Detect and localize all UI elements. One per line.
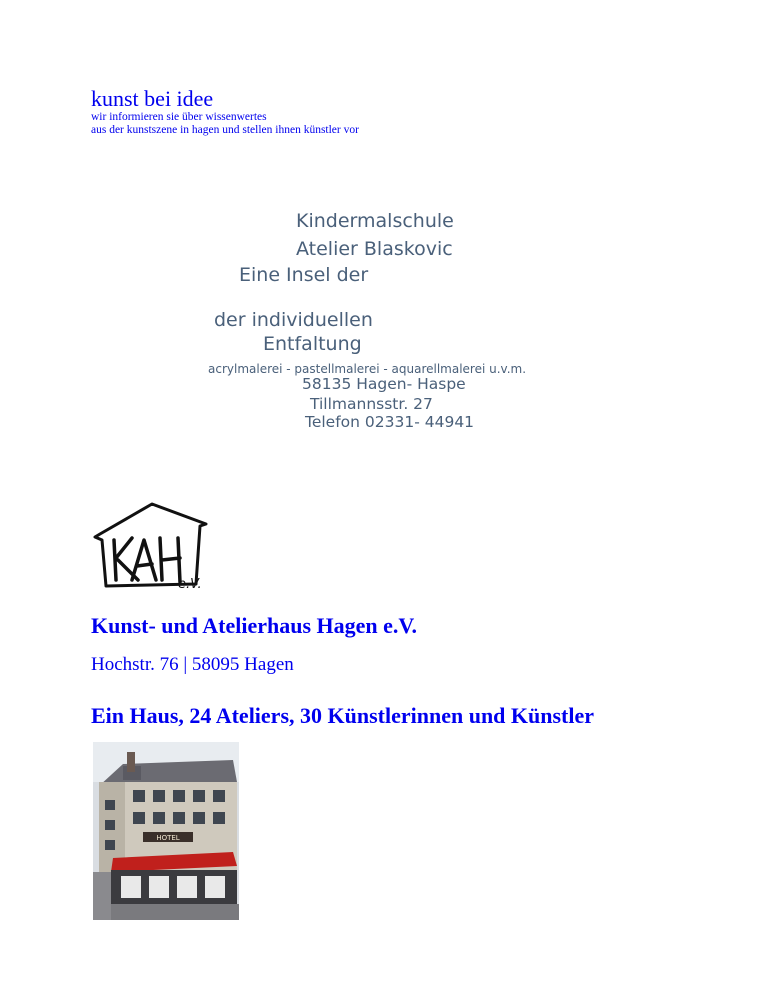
kah-logo[interactable] — [92, 500, 212, 592]
building-sign: HOTEL — [156, 834, 180, 842]
ad-street: Tillmannsstr. 27 — [310, 395, 433, 413]
ad-atelier-name: Atelier Blaskovic — [296, 238, 453, 260]
kah-address[interactable]: Hochstr. 76 | 58095 Hagen — [91, 654, 294, 675]
building-photo[interactable] — [93, 742, 239, 920]
ad-title: Kindermalschule — [296, 210, 454, 232]
site-tagline-line-1[interactable]: wir informieren sie über wissenwertes — [91, 111, 267, 123]
ad-slogan-line-1: Eine Insel der — [239, 264, 369, 286]
site-tagline-line-2[interactable]: aus der kunstszene in hagen und stellen ihnen künstler vor — [91, 124, 359, 136]
site-title[interactable]: kunst bei idee — [91, 86, 214, 111]
kah-slogan[interactable]: Ein Haus, 24 Ateliers, 30 Künstlerinnen und Künstler — [91, 703, 595, 728]
ad-techniques: acrylmalerei - pastellmalerei - aquarellmalerei u.v.m. — [208, 362, 527, 376]
ad-slogan-line-2: der individuellen — [214, 309, 373, 331]
kah-logo-suffix: e.V. — [178, 577, 202, 592]
ad-phone: Telefon 02331- 44941 — [305, 413, 475, 431]
kah-organization-name[interactable]: Kunst- und Atelierhaus Hagen e.V. — [91, 613, 417, 638]
ad-slogan-line-3: Entfaltung — [263, 333, 362, 355]
building-image — [93, 742, 239, 920]
kah-house-logo-icon — [92, 500, 212, 592]
ad-city: 58135 Hagen- Haspe — [302, 375, 466, 393]
